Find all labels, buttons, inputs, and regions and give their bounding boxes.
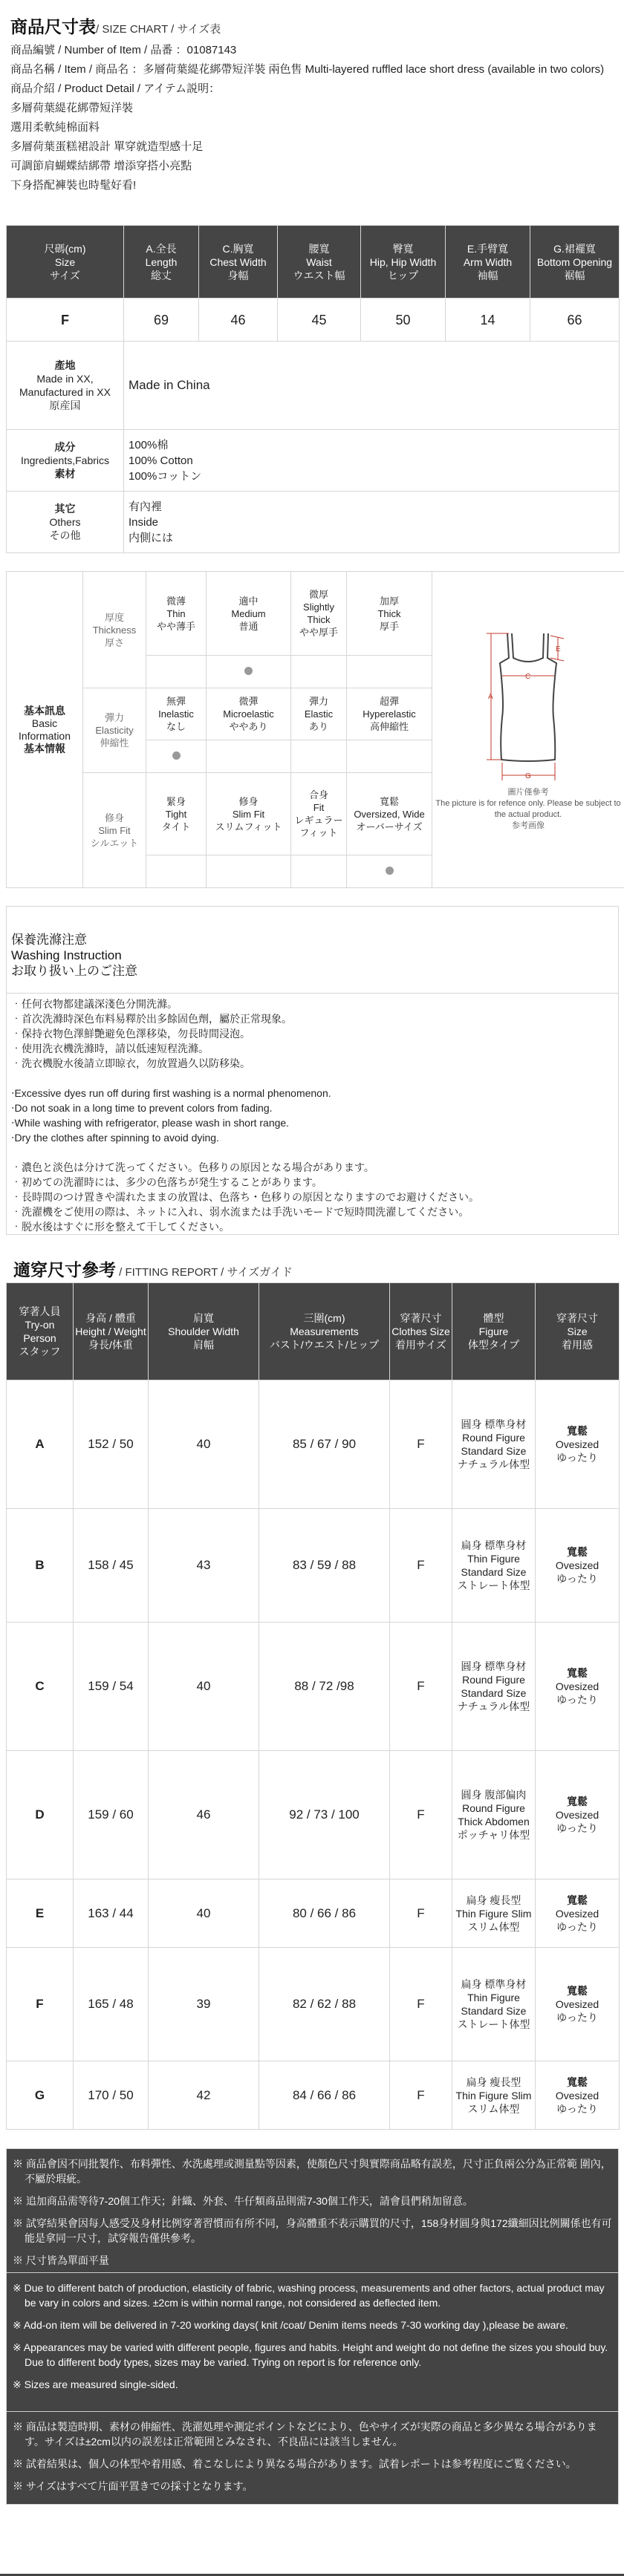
feel-text: Ovesized: [555, 1438, 599, 1450]
note-line: ※ 尺寸皆為單面平量: [13, 2254, 109, 2266]
fitting-row: [7, 1380, 620, 1509]
feel-text: Ovesized: [555, 1809, 599, 1821]
washing-title: 保養洗滌注意 Washing Instruction お取り扱い上のご注意: [7, 907, 618, 994]
figure-cell: [452, 1623, 536, 1751]
shoulder-cell: 39: [149, 1948, 259, 2061]
note-line: ※ 試穿結果會因每人感受及身材比例穿著習慣而有所不同，身高體重不表示購買的尺寸，158身材圓身與172纖細因比例關係也有可能是拿同一尺寸，試穿報告僅供參考。: [13, 2217, 612, 2244]
item-name: 商品名稱 / Item / 商品名 ：多層荷葉緹花綁帶短洋裝 兩色售 Multi-layered ruffled lace short dress (available in two colors): [10, 63, 605, 76]
washing-line: ‧脱水後はすぐに形を整えて干してください。: [11, 1221, 230, 1233]
measurements-cell: 83 / 59 / 88: [259, 1509, 390, 1623]
others-row: [7, 492, 620, 553]
header-text: 體型: [483, 1312, 504, 1324]
person-cell: B: [7, 1509, 74, 1623]
feel-text: Ovesized: [555, 1998, 599, 2010]
feel-text: 寬鬆: [567, 1985, 588, 1997]
feel-text: ゆったり: [556, 1920, 598, 1933]
fit-option: 寬鬆 Oversized, Wide オーバーサイズ: [347, 773, 432, 855]
fitting-title: 適穿尺寸參考 / FITTING REPORT / サイズガイド: [13, 1260, 293, 1279]
figure-text: 扁身 標準身材: [461, 1539, 527, 1551]
elasticity-selected: [146, 740, 207, 773]
svg-text:A: A: [488, 692, 493, 701]
shoulder-cell: 43: [149, 1509, 259, 1623]
figure-cell: [452, 1948, 536, 2061]
feel-text: 寬鬆: [567, 2076, 588, 2088]
feel-text: 寬鬆: [567, 1667, 588, 1679]
chest-cell: 46: [199, 299, 278, 342]
washing-body: [7, 994, 618, 1237]
fit-feel-cell: [536, 1751, 620, 1879]
header-text: 肩幅: [193, 1339, 214, 1351]
figure-cell: [452, 1879, 536, 1948]
header-text: 穿著尺寸: [556, 1312, 598, 1324]
header-text: 身高 / 體重: [85, 1312, 136, 1324]
thickness-label: 厚度 Thickness 厚さ: [83, 572, 146, 688]
header-text: Height / Weight: [75, 1326, 146, 1337]
figure-cell: [452, 1509, 536, 1623]
thickness-selected: [207, 656, 291, 688]
thickness-option: 適中 Medium 普通: [207, 572, 291, 656]
thickness-option: 微薄 Thin やや薄手: [146, 572, 207, 656]
fitting-row: [7, 1509, 620, 1623]
fit-label: 修身 Slim Fit シルエット: [83, 773, 146, 888]
header-text: 身長/体重: [88, 1339, 133, 1351]
person-cell: G: [7, 2061, 74, 2130]
bottom-cell: 66: [530, 299, 620, 342]
feel-text: Ovesized: [555, 1559, 599, 1571]
fitting-row: [7, 1623, 620, 1751]
figure-text: 圓身 腹部偏肉: [461, 1789, 527, 1801]
shoulder-cell: 40: [149, 1623, 259, 1751]
figure-text: Round Figure Thick Abdomen: [458, 1802, 530, 1827]
height-weight-cell: 152 / 50: [74, 1380, 149, 1509]
fitting-header-cell: [7, 1283, 74, 1380]
svg-text:E: E: [556, 645, 561, 653]
clothes-size-cell: F: [390, 1509, 452, 1623]
fit-option: 緊身 Tight タイト: [146, 773, 207, 855]
shoulder-cell: 46: [149, 1751, 259, 1879]
fitting-header-cell: [536, 1283, 620, 1380]
figure-text: スリム体型: [467, 1920, 520, 1933]
header-size: 尺碼(cm) Size サイズ: [7, 226, 124, 299]
dress-diagram-icon: [446, 628, 610, 784]
figure-cell: [452, 1380, 536, 1509]
measurements-cell: 92 / 73 / 100: [259, 1751, 390, 1879]
fitting-header-cell: [74, 1283, 149, 1380]
header-text: Try-on Person: [23, 1319, 56, 1344]
shoulder-cell: 42: [149, 2061, 259, 2130]
elasticity-option: 微彈 Microelastic ややあり: [207, 688, 291, 740]
elasticity-option: 彈力 Elastic あり: [291, 688, 347, 740]
feel-text: 寬鬆: [567, 1546, 588, 1558]
header-text: スタッフ: [19, 1346, 61, 1357]
waist-cell: 45: [278, 299, 361, 342]
fit-feel-cell: [536, 1879, 620, 1948]
clothes-size-cell: F: [390, 1380, 452, 1509]
height-weight-cell: 170 / 50: [74, 2061, 149, 2130]
fitting-row: [7, 1879, 620, 1948]
fitting-row: [7, 2061, 620, 2130]
header-text: 穿著人員: [19, 1305, 61, 1317]
detail-line: 下身搭配褲裝也時髦好看!: [10, 179, 137, 192]
elasticity-option: 無彈 Inelastic なし: [146, 688, 207, 740]
fitting-header: [7, 1283, 620, 1380]
washing-line: ‧任何衣物都建議深淺色分開洗滌。: [11, 998, 178, 1010]
header-text: 体型タイプ: [467, 1339, 520, 1351]
washing-line: ‧洗衣機脫水後請立即晾衣，勿放置過久以防移染。: [11, 1057, 250, 1069]
figure-text: ナチュラル体型: [457, 1701, 530, 1712]
figure-text: スリム体型: [467, 2102, 520, 2115]
feel-text: ゆったり: [556, 2102, 598, 2115]
fitting-header-cell: [390, 1283, 452, 1380]
clothes-size-cell: F: [390, 1623, 452, 1751]
header-chest: C.胸寬 Chest Width 身幅: [199, 226, 278, 299]
note-line: ※ Add-on item will be delivered in 7-20 working days( knit /coat/ Denim items needs 7-30 working day ),please be aware.: [13, 2319, 568, 2331]
thickness-option: 加厚 Thick 厚手: [347, 572, 432, 656]
note-line: ※ 追加商品需等待7-20個工作天；針織、外套、牛仔類商品則需7-30個工作天，請會員們稍加留意。: [13, 2195, 473, 2207]
fit-feel-cell: [536, 1948, 620, 2061]
washing-line: ‧Do not soak in a long time to prevent colors from fading.: [11, 1102, 273, 1114]
figure-cell: [452, 2061, 536, 2130]
fitting-table: [6, 1282, 620, 2130]
header-text: 着用サイズ: [395, 1339, 446, 1351]
clothes-size-cell: F: [390, 1879, 452, 1948]
detail-line: 多層荷葉蛋糕裙設計 單穿就造型感十足: [10, 140, 204, 153]
detail-line: 多層荷葉緹花綁帶短洋裝: [10, 102, 134, 114]
figure-text: Thin Figure Standard Size: [461, 1992, 527, 2017]
page-title: 商品尺寸表/ SIZE CHART / サイズ表: [10, 17, 221, 36]
size-row: [7, 299, 620, 342]
notes-box: [6, 2148, 619, 2505]
clothes-size-cell: F: [390, 2061, 452, 2130]
fitting-header-cell: [452, 1283, 536, 1380]
origin-value: Made in China: [124, 342, 620, 430]
figure-text: ポッチャリ体型: [457, 1829, 530, 1841]
figure-text: ナチュラル体型: [457, 1458, 530, 1470]
figure-text: Round Figure Standard Size: [461, 1674, 527, 1699]
others-value: 有內裡 Inside 内側には: [124, 492, 620, 553]
header-text: 三圍(cm): [303, 1312, 345, 1324]
feel-text: ゆったり: [556, 1694, 598, 1706]
person-cell: C: [7, 1623, 74, 1751]
selected-dot-icon: [386, 867, 394, 875]
person-cell: E: [7, 1879, 74, 1948]
header-text: バスト/ウエスト/ヒップ: [269, 1339, 380, 1351]
shoulder-cell: 40: [149, 1879, 259, 1948]
diagram-caption: 圖片僅參考 The picture is for refence only. Please be subject to the actual product. 参考画像: [435, 787, 621, 830]
feel-text: ゆったり: [556, 1822, 598, 1834]
note-line: ※ サイズはすべて片面平置きでの採寸となります。: [13, 2480, 253, 2492]
feel-text: 寬鬆: [567, 1796, 588, 1807]
elasticity-option: 超彈 Hyperelastic 高伸縮性: [347, 688, 432, 740]
figure-text: ストレート体型: [457, 2018, 530, 2030]
fit-feel-cell: [536, 1380, 620, 1509]
figure-text: 扁身 瘦長型: [466, 2076, 521, 2088]
item-number: 商品編號 / Number of Item / 品番 ：01087143: [10, 44, 237, 56]
person-cell: D: [7, 1751, 74, 1879]
others-label: 其它 Others その他: [7, 492, 124, 553]
fit-option: 合身 Fit レギュラーフィット: [291, 773, 347, 855]
basic-info-table: [6, 571, 624, 888]
figure-text: 扁身 標準身材: [461, 1978, 527, 1990]
feel-text: ゆったり: [556, 1573, 598, 1585]
measurements-cell: 80 / 66 / 86: [259, 1879, 390, 1948]
garment-diagram: [432, 572, 624, 888]
elasticity-label: 彈力 Elasticity 伸縮性: [83, 688, 146, 773]
arm-cell: 14: [446, 299, 530, 342]
detail-line: 選用柔軟純棉面料: [10, 121, 100, 134]
feel-text: 寬鬆: [567, 1425, 588, 1437]
feel-text: ゆったり: [556, 1452, 598, 1464]
header-text: Clothes Size: [391, 1326, 450, 1337]
washing-line: ‧初めての洗濯時には、多少の色落ちが発生することがあります。: [11, 1176, 322, 1188]
header-text: Size: [567, 1326, 588, 1337]
note-line: ※ Due to different batch of production, elasticity of fabric, washing process, measurements and other factors, actual product may be vary in colors and sizes. ±2cm is within normal range, not considered as deflected item.: [13, 2282, 605, 2309]
size-cell: F: [7, 299, 124, 342]
detail-label: 商品介紹 / Product Detail / アイテム説明：: [10, 82, 221, 95]
size-chart-header: [7, 226, 620, 299]
header-waist: 腰寬 Waist ウエスト幅: [278, 226, 361, 299]
header-length: A.全長 Length 総丈: [124, 226, 199, 299]
header-text: 肩寬: [193, 1312, 214, 1324]
feel-text: Ovesized: [555, 1680, 599, 1692]
svg-text:C: C: [525, 672, 531, 681]
origin-label: 產地 Made in XX, Manufactured in XX 原産国: [7, 342, 124, 430]
washing-instruction: [6, 906, 619, 1235]
measurements-cell: 88 / 72 /98: [259, 1623, 390, 1751]
header-text: 穿著尺寸: [400, 1312, 442, 1324]
thickness-option: 微厚 Slightly Thick やや厚手: [291, 572, 347, 656]
washing-line: ‧首次洗滌時深色布料易釋於出多餘固色劑，屬於正常現象。: [11, 1013, 292, 1025]
figure-text: Thin Figure Standard Size: [461, 1553, 527, 1578]
height-weight-cell: 158 / 45: [74, 1509, 149, 1623]
product-intro: [10, 13, 620, 195]
header-text: Figure: [478, 1326, 509, 1337]
basic-info-label: 基本訊息 Basic Information 基本情報: [7, 572, 83, 888]
header-text: 着用感: [562, 1339, 593, 1351]
fit-option: 修身 Slim Fit スリムフィット: [207, 773, 291, 855]
height-weight-cell: 165 / 48: [74, 1948, 149, 2061]
fabric-value: 100%棉 100% Cotton 100%コットン: [124, 430, 620, 492]
figure-text: 扁身 瘦長型: [466, 1894, 521, 1906]
fit-feel-cell: [536, 2061, 620, 2130]
fitting-row: [7, 1751, 620, 1879]
person-cell: F: [7, 1948, 74, 2061]
washing-line: ‧洗濯機をご使用の際は、ネットに入れ、弱水流または手洗いモードで短時間洗濯してください。: [11, 1206, 469, 1218]
fit-feel-cell: [536, 1509, 620, 1623]
figure-text: 圓身 標準身材: [461, 1418, 527, 1430]
header-hip: 臀寬 Hip, Hip Width ヒップ: [361, 226, 446, 299]
selected-dot-icon: [244, 667, 253, 675]
washing-line: ‧Excessive dyes run off during first washing is a normal phenomenon.: [11, 1087, 331, 1099]
figure-cell: [452, 1751, 536, 1879]
size-chart-table: [6, 225, 620, 553]
header-arm: E.手臂寬 Arm Width 袖幅: [446, 226, 530, 299]
note-line: ※ 商品會因不同批製作、布料彈性、水洗處理或測量點等因素，使顏色尺寸與實際商品略有誤差，尺寸正負兩公分為正常範 圍內，不屬於瑕疵。: [13, 2158, 611, 2185]
header-text: Shoulder Width: [168, 1326, 239, 1337]
header-text: Measurements: [290, 1326, 359, 1337]
measurements-cell: 85 / 67 / 90: [259, 1380, 390, 1509]
feel-text: ゆったり: [556, 2012, 598, 2024]
washing-line: ‧While washing with refrigerator, please wash in short range.: [11, 1117, 290, 1129]
fitting-header-cell: [259, 1283, 390, 1380]
origin-row: [7, 342, 620, 430]
washing-line: ‧濃色と淡色は分けて洗ってください。色移りの原因となる場合があります。: [11, 1161, 374, 1173]
washing-line: ‧Dry the clothes after spinning to avoid dying.: [11, 1132, 219, 1144]
washing-line: ‧保持衣物色澤鮮艷避免色澤移染，勿長時間浸泡。: [11, 1028, 250, 1040]
figure-text: Thin Figure Slim: [455, 1907, 532, 1920]
note-line: ※ Appearances may be varied with different people, figures and habits. Height and weight do not define the sizes you should buy. Due to different body types, sizes may be varied. Trying on report is for reference only.: [13, 2341, 608, 2368]
washing-line: ‧長時間のつけ置きや濡れたままの放置は、色落ち・色移りの原因となりますのでお避けください。: [11, 1191, 479, 1203]
feel-text: Ovesized: [555, 2089, 599, 2101]
measurements-cell: 82 / 62 / 88: [259, 1948, 390, 2061]
fabric-row: [7, 430, 620, 492]
washing-line: ‧使用洗衣機洗滌時，請以低速短程洗滌。: [11, 1043, 209, 1054]
selected-dot-icon: [172, 751, 181, 760]
fabric-label: 成分 Ingredients,Fabrics 素材: [7, 430, 124, 492]
clothes-size-cell: F: [390, 1948, 452, 2061]
measurements-cell: 84 / 66 / 86: [259, 2061, 390, 2130]
feel-text: 寬鬆: [567, 1894, 588, 1906]
note-line: ※ 試着結果は、個人の体型や着用感、着こなしにより異なる場合があります。試着レポートは参考程度にご覧ください。: [13, 2458, 576, 2470]
feel-text: Ovesized: [555, 1907, 599, 1920]
header-bottom: G.裙襬寬 Bottom Opening 裾幅: [530, 226, 620, 299]
fit-feel-cell: [536, 1623, 620, 1751]
height-weight-cell: 163 / 44: [74, 1879, 149, 1948]
detail-line: 可調節肩蝴蝶結綁帶 增添穿搭小亮點: [10, 160, 192, 172]
height-weight-cell: 159 / 60: [74, 1751, 149, 1879]
length-cell: 69: [124, 299, 199, 342]
clothes-size-cell: F: [390, 1751, 452, 1879]
person-cell: A: [7, 1380, 74, 1509]
figure-text: Thin Figure Slim: [455, 2089, 532, 2101]
fitting-row: [7, 1948, 620, 2061]
figure-text: ストレート体型: [457, 1579, 530, 1591]
fitting-header-cell: [149, 1283, 259, 1380]
height-weight-cell: 159 / 54: [74, 1623, 149, 1751]
svg-text:G: G: [525, 772, 531, 780]
shoulder-cell: 40: [149, 1380, 259, 1509]
hip-cell: 50: [361, 299, 446, 342]
figure-text: 圓身 標準身材: [461, 1660, 527, 1672]
figure-text: Round Figure Standard Size: [461, 1432, 527, 1457]
note-line: ※ 商品は製造時期、素材の伸縮性、洗濯処理や測定ポイントなどにより、色やサイズが実際の商品と多少異なる場合があります。サイズは±2cm以内の誤差は正常範囲とみなされ、不良品には該当しません。: [13, 2421, 597, 2448]
note-line: ※ Sizes are measured single-sided.: [13, 2378, 178, 2390]
fit-selected: [347, 855, 432, 888]
